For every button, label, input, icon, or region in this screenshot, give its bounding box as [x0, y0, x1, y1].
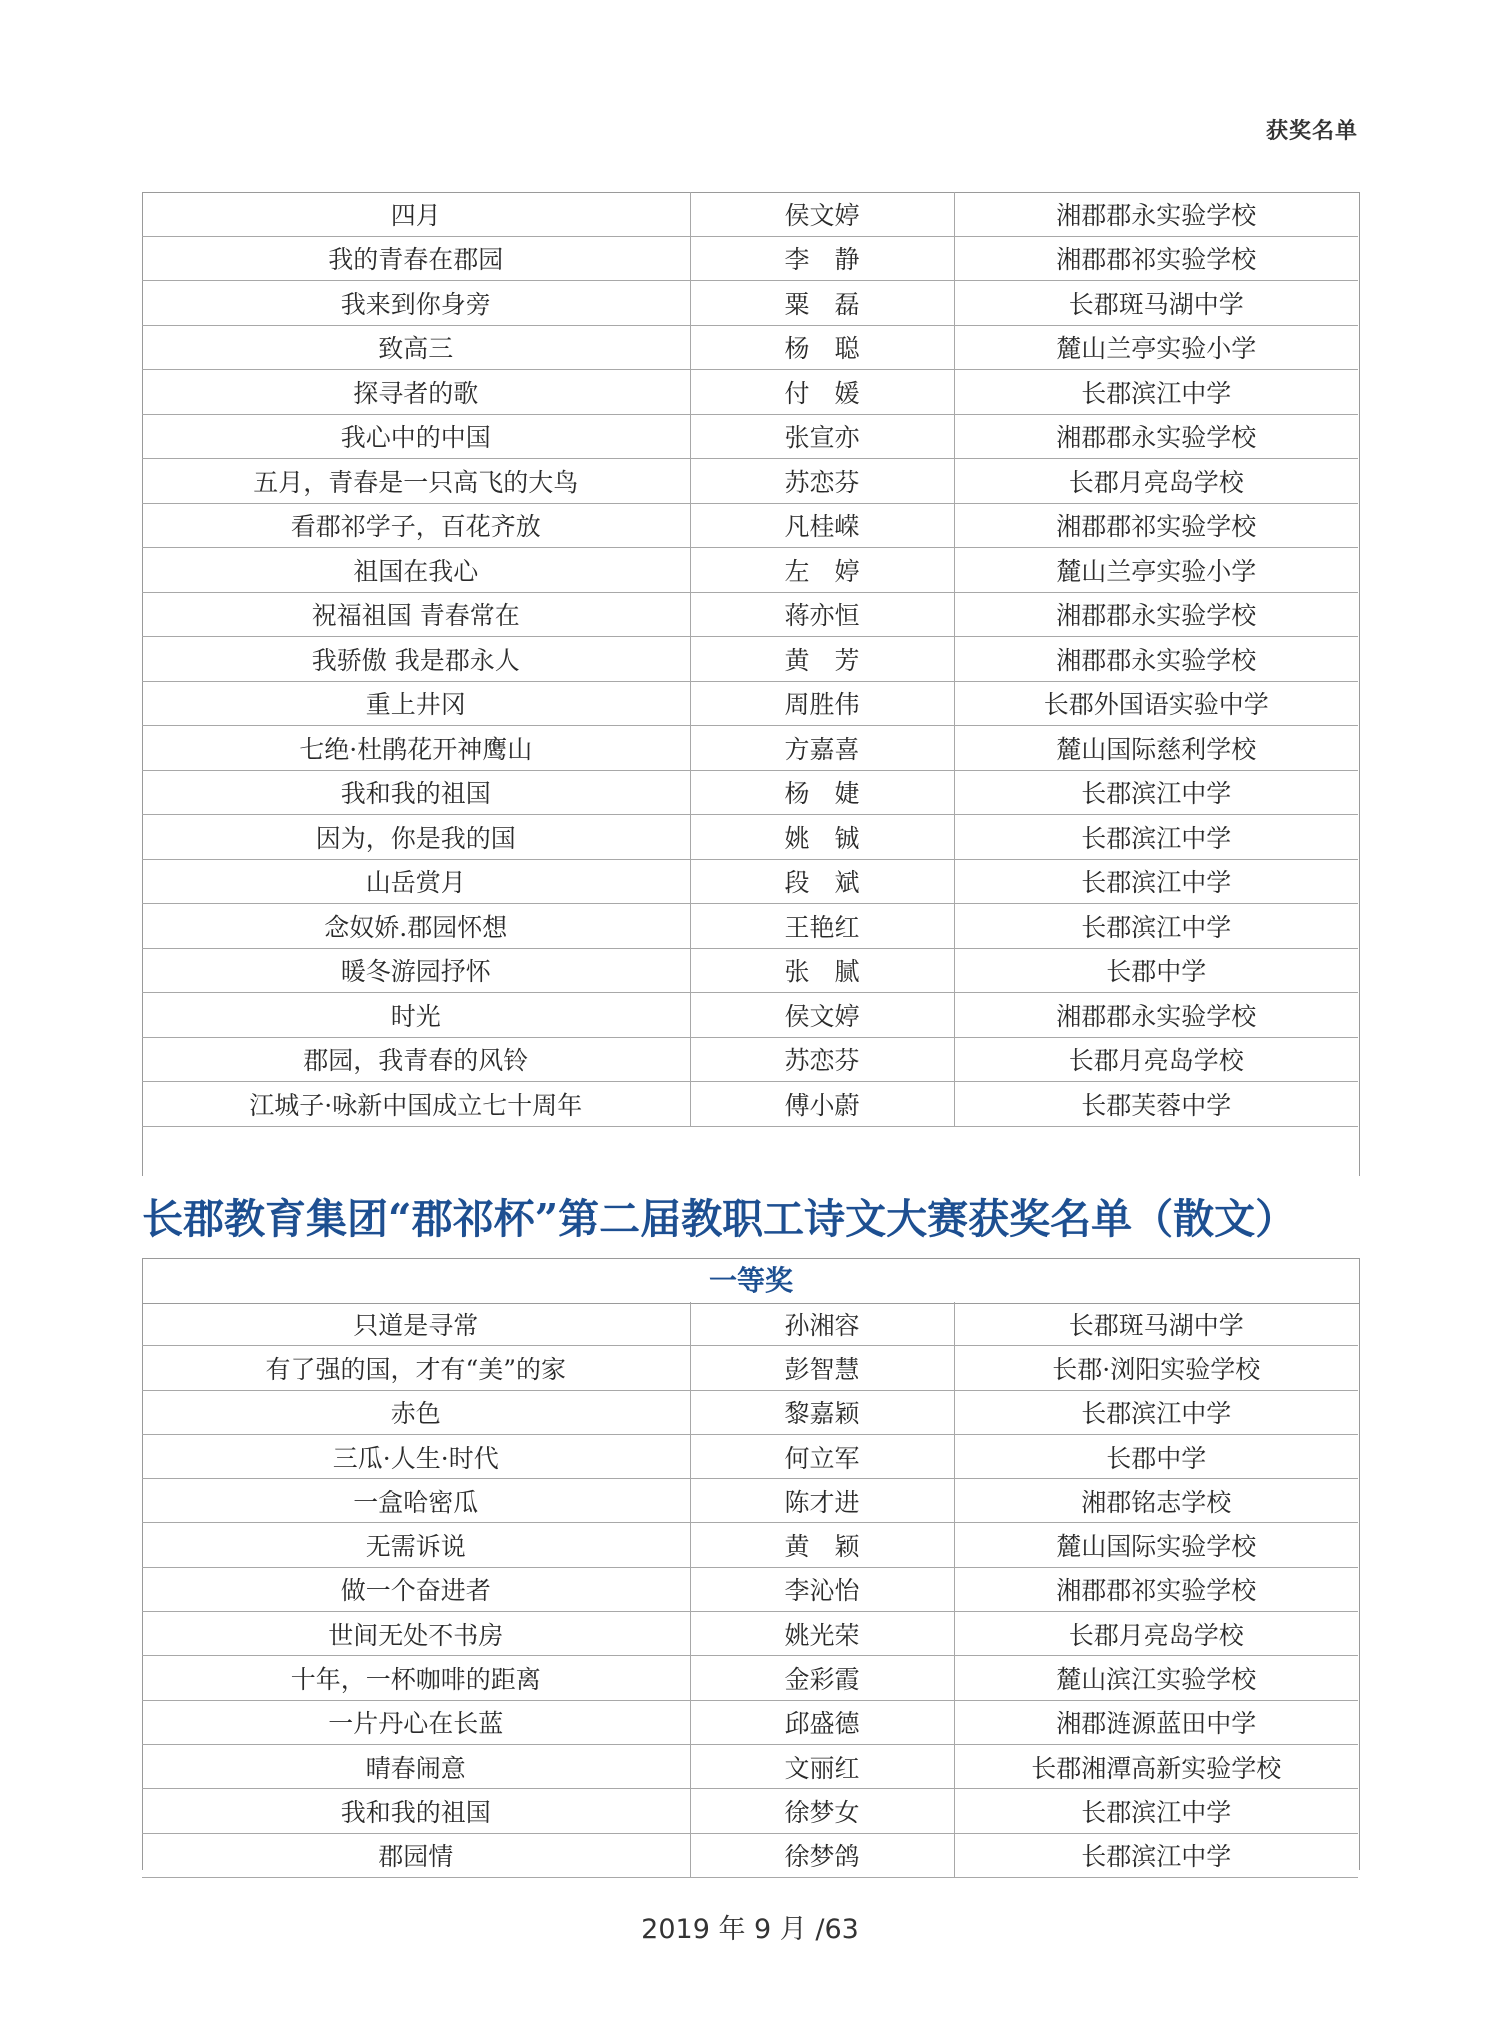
school-name: 长郡湘潭高新实验学校 [954, 1744, 1358, 1788]
school-name: 湘郡郡祁实验学校 [954, 1567, 1358, 1611]
table-row [142, 948, 1358, 993]
school-name: 长郡中学 [954, 1434, 1358, 1478]
table-row [142, 1833, 1358, 1877]
work-title: 重上井冈 [142, 681, 690, 726]
author-name: 彭智慧 [690, 1346, 954, 1390]
school-name: 长郡滨江中学 [954, 1789, 1358, 1833]
work-title: 晴春闹意 [142, 1744, 690, 1788]
author-name: 黄 芳 [690, 637, 954, 682]
table-row [142, 904, 1358, 949]
school-name: 湘郡铭志学校 [954, 1479, 1358, 1523]
work-title: 一片丹心在长蓝 [142, 1700, 690, 1744]
school-name: 长郡滨江中学 [954, 815, 1358, 860]
work-title: 七绝·杜鹃花开神鹰山 [142, 726, 690, 771]
essay-awards-table [142, 1302, 1358, 1878]
table-row [142, 993, 1358, 1038]
school-name: 长郡滨江中学 [954, 770, 1358, 815]
table-row [142, 1656, 1358, 1700]
author-name: 金彩霞 [690, 1656, 954, 1700]
work-title: 我心中的中国 [142, 414, 690, 459]
table-row [142, 503, 1358, 548]
table-row [142, 1789, 1358, 1833]
author-name: 陈才进 [690, 1479, 954, 1523]
work-title: 看郡祁学子，百花齐放 [142, 503, 690, 548]
work-title: 山岳赏月 [142, 859, 690, 904]
school-name: 长郡芙蓉中学 [954, 1082, 1358, 1127]
author-name: 张 腻 [690, 948, 954, 993]
poetry-awards-table [142, 192, 1358, 1127]
author-name: 蒋亦恒 [690, 592, 954, 637]
author-name: 左 婷 [690, 548, 954, 593]
award-level-heading: 一等奖 [142, 1258, 1360, 1304]
work-title: 我骄傲 我是郡永人 [142, 637, 690, 682]
school-name: 湘郡郡永实验学校 [954, 192, 1358, 236]
work-title: 赤色 [142, 1390, 690, 1434]
table-row [142, 726, 1358, 771]
page-footer: 2019 年 9 月 /63 [641, 1914, 859, 1945]
work-title: 只道是寻常 [142, 1302, 690, 1346]
author-name: 粟 磊 [690, 281, 954, 326]
table-row [142, 1700, 1358, 1744]
table-row [142, 1037, 1358, 1082]
table-row [142, 325, 1358, 370]
school-name: 湘郡郡永实验学校 [954, 414, 1358, 459]
work-title: 致高三 [142, 325, 690, 370]
author-name: 徐梦女 [690, 1789, 954, 1833]
author-name: 孙湘容 [690, 1302, 954, 1346]
work-title: 三瓜·人生·时代 [142, 1434, 690, 1478]
table-row [142, 414, 1358, 459]
work-title: 探寻者的歌 [142, 370, 690, 415]
school-name: 长郡滨江中学 [954, 1833, 1358, 1877]
work-title: 我来到你身旁 [142, 281, 690, 326]
school-name: 长郡中学 [954, 948, 1358, 993]
author-name: 侯文婷 [690, 993, 954, 1038]
author-name: 付 媛 [690, 370, 954, 415]
author-name: 傅小蔚 [690, 1082, 954, 1127]
table-row [142, 770, 1358, 815]
school-name: 长郡滨江中学 [954, 904, 1358, 949]
essay-awards-title: 长郡教育集团“郡祁杯”第二届教职工诗文大赛获奖名单（散文） [142, 1195, 1297, 1243]
school-name: 麓山国际慈利学校 [954, 726, 1358, 771]
work-title: 有了强的国，才有“美”的家 [142, 1346, 690, 1390]
author-name: 杨 聪 [690, 325, 954, 370]
author-name: 黄 颖 [690, 1523, 954, 1567]
work-title: 郡园情 [142, 1833, 690, 1877]
table-row [142, 815, 1358, 860]
work-title: 无需诉说 [142, 1523, 690, 1567]
author-name: 邱盛德 [690, 1700, 954, 1744]
author-name: 徐梦鸽 [690, 1833, 954, 1877]
school-name: 麓山兰亭实验小学 [954, 325, 1358, 370]
work-title: 我和我的祖国 [142, 770, 690, 815]
school-name: 麓山国际实验学校 [954, 1523, 1358, 1567]
work-title: 我的青春在郡园 [142, 236, 690, 281]
school-name: 麓山滨江实验学校 [954, 1656, 1358, 1700]
work-title: 世间无处不书房 [142, 1612, 690, 1656]
work-title: 五月，青春是一只高飞的大鸟 [142, 459, 690, 504]
work-title: 因为，你是我的国 [142, 815, 690, 860]
school-name: 湘郡郡祁实验学校 [954, 236, 1358, 281]
author-name: 方嘉喜 [690, 726, 954, 771]
table-row [142, 1434, 1358, 1478]
school-name: 湘郡郡永实验学校 [954, 993, 1358, 1038]
author-name: 苏恋芬 [690, 1037, 954, 1082]
table-row [142, 1082, 1358, 1127]
table-row [142, 1612, 1358, 1656]
table-row [142, 548, 1358, 593]
school-name: 长郡外国语实验中学 [954, 681, 1358, 726]
author-name: 段 斌 [690, 859, 954, 904]
table-row [142, 1523, 1358, 1567]
work-title: 做一个奋进者 [142, 1567, 690, 1611]
work-title: 我和我的祖国 [142, 1789, 690, 1833]
school-name: 长郡滨江中学 [954, 1390, 1358, 1434]
table-row [142, 459, 1358, 504]
table-row [142, 681, 1358, 726]
table-row [142, 859, 1358, 904]
school-name: 湘郡郡祁实验学校 [954, 503, 1358, 548]
work-title: 江城子·咏新中国成立七十周年 [142, 1082, 690, 1127]
author-name: 黎嘉颖 [690, 1390, 954, 1434]
author-name: 姚 铖 [690, 815, 954, 860]
school-name: 长郡月亮岛学校 [954, 1612, 1358, 1656]
work-title: 郡园，我青春的风铃 [142, 1037, 690, 1082]
work-title: 四月 [142, 192, 690, 236]
author-name: 周胜伟 [690, 681, 954, 726]
table-row [142, 192, 1358, 236]
author-name: 杨 婕 [690, 770, 954, 815]
work-title: 十年，一杯咖啡的距离 [142, 1656, 690, 1700]
table-row [142, 236, 1358, 281]
school-name: 长郡斑马湖中学 [954, 1302, 1358, 1346]
school-name: 长郡月亮岛学校 [954, 1037, 1358, 1082]
author-name: 凡桂嵘 [690, 503, 954, 548]
table-row [142, 1390, 1358, 1434]
table-row [142, 592, 1358, 637]
work-title: 一盒哈密瓜 [142, 1479, 690, 1523]
school-name: 湘郡郡永实验学校 [954, 592, 1358, 637]
table-row [142, 1346, 1358, 1390]
section-header: 获奖名单 [1265, 119, 1358, 144]
table-row [142, 1744, 1358, 1788]
work-title: 暖冬游园抒怀 [142, 948, 690, 993]
author-name: 何立军 [690, 1434, 954, 1478]
table-row [142, 1567, 1358, 1611]
school-name: 长郡滨江中学 [954, 370, 1358, 415]
work-title: 时光 [142, 993, 690, 1038]
author-name: 张宣亦 [690, 414, 954, 459]
author-name: 苏恋芬 [690, 459, 954, 504]
school-name: 湘郡郡永实验学校 [954, 637, 1358, 682]
author-name: 王艳红 [690, 904, 954, 949]
school-name: 湘郡涟源蓝田中学 [954, 1700, 1358, 1744]
table-row [142, 281, 1358, 326]
author-name: 文丽红 [690, 1744, 954, 1788]
author-name: 李 静 [690, 236, 954, 281]
school-name: 长郡月亮岛学校 [954, 459, 1358, 504]
school-name: 长郡斑马湖中学 [954, 281, 1358, 326]
school-name: 麓山兰亭实验小学 [954, 548, 1358, 593]
school-name: 长郡滨江中学 [954, 859, 1358, 904]
table-row [142, 1302, 1358, 1346]
table-row [142, 370, 1358, 415]
work-title: 祝福祖国 青春常在 [142, 592, 690, 637]
school-name: 长郡·浏阳实验学校 [954, 1346, 1358, 1390]
work-title: 祖国在我心 [142, 548, 690, 593]
author-name: 姚光荣 [690, 1612, 954, 1656]
author-name: 李沁怡 [690, 1567, 954, 1611]
author-name: 侯文婷 [690, 192, 954, 236]
table-row [142, 1479, 1358, 1523]
table-row [142, 637, 1358, 682]
work-title: 念奴娇.郡园怀想 [142, 904, 690, 949]
